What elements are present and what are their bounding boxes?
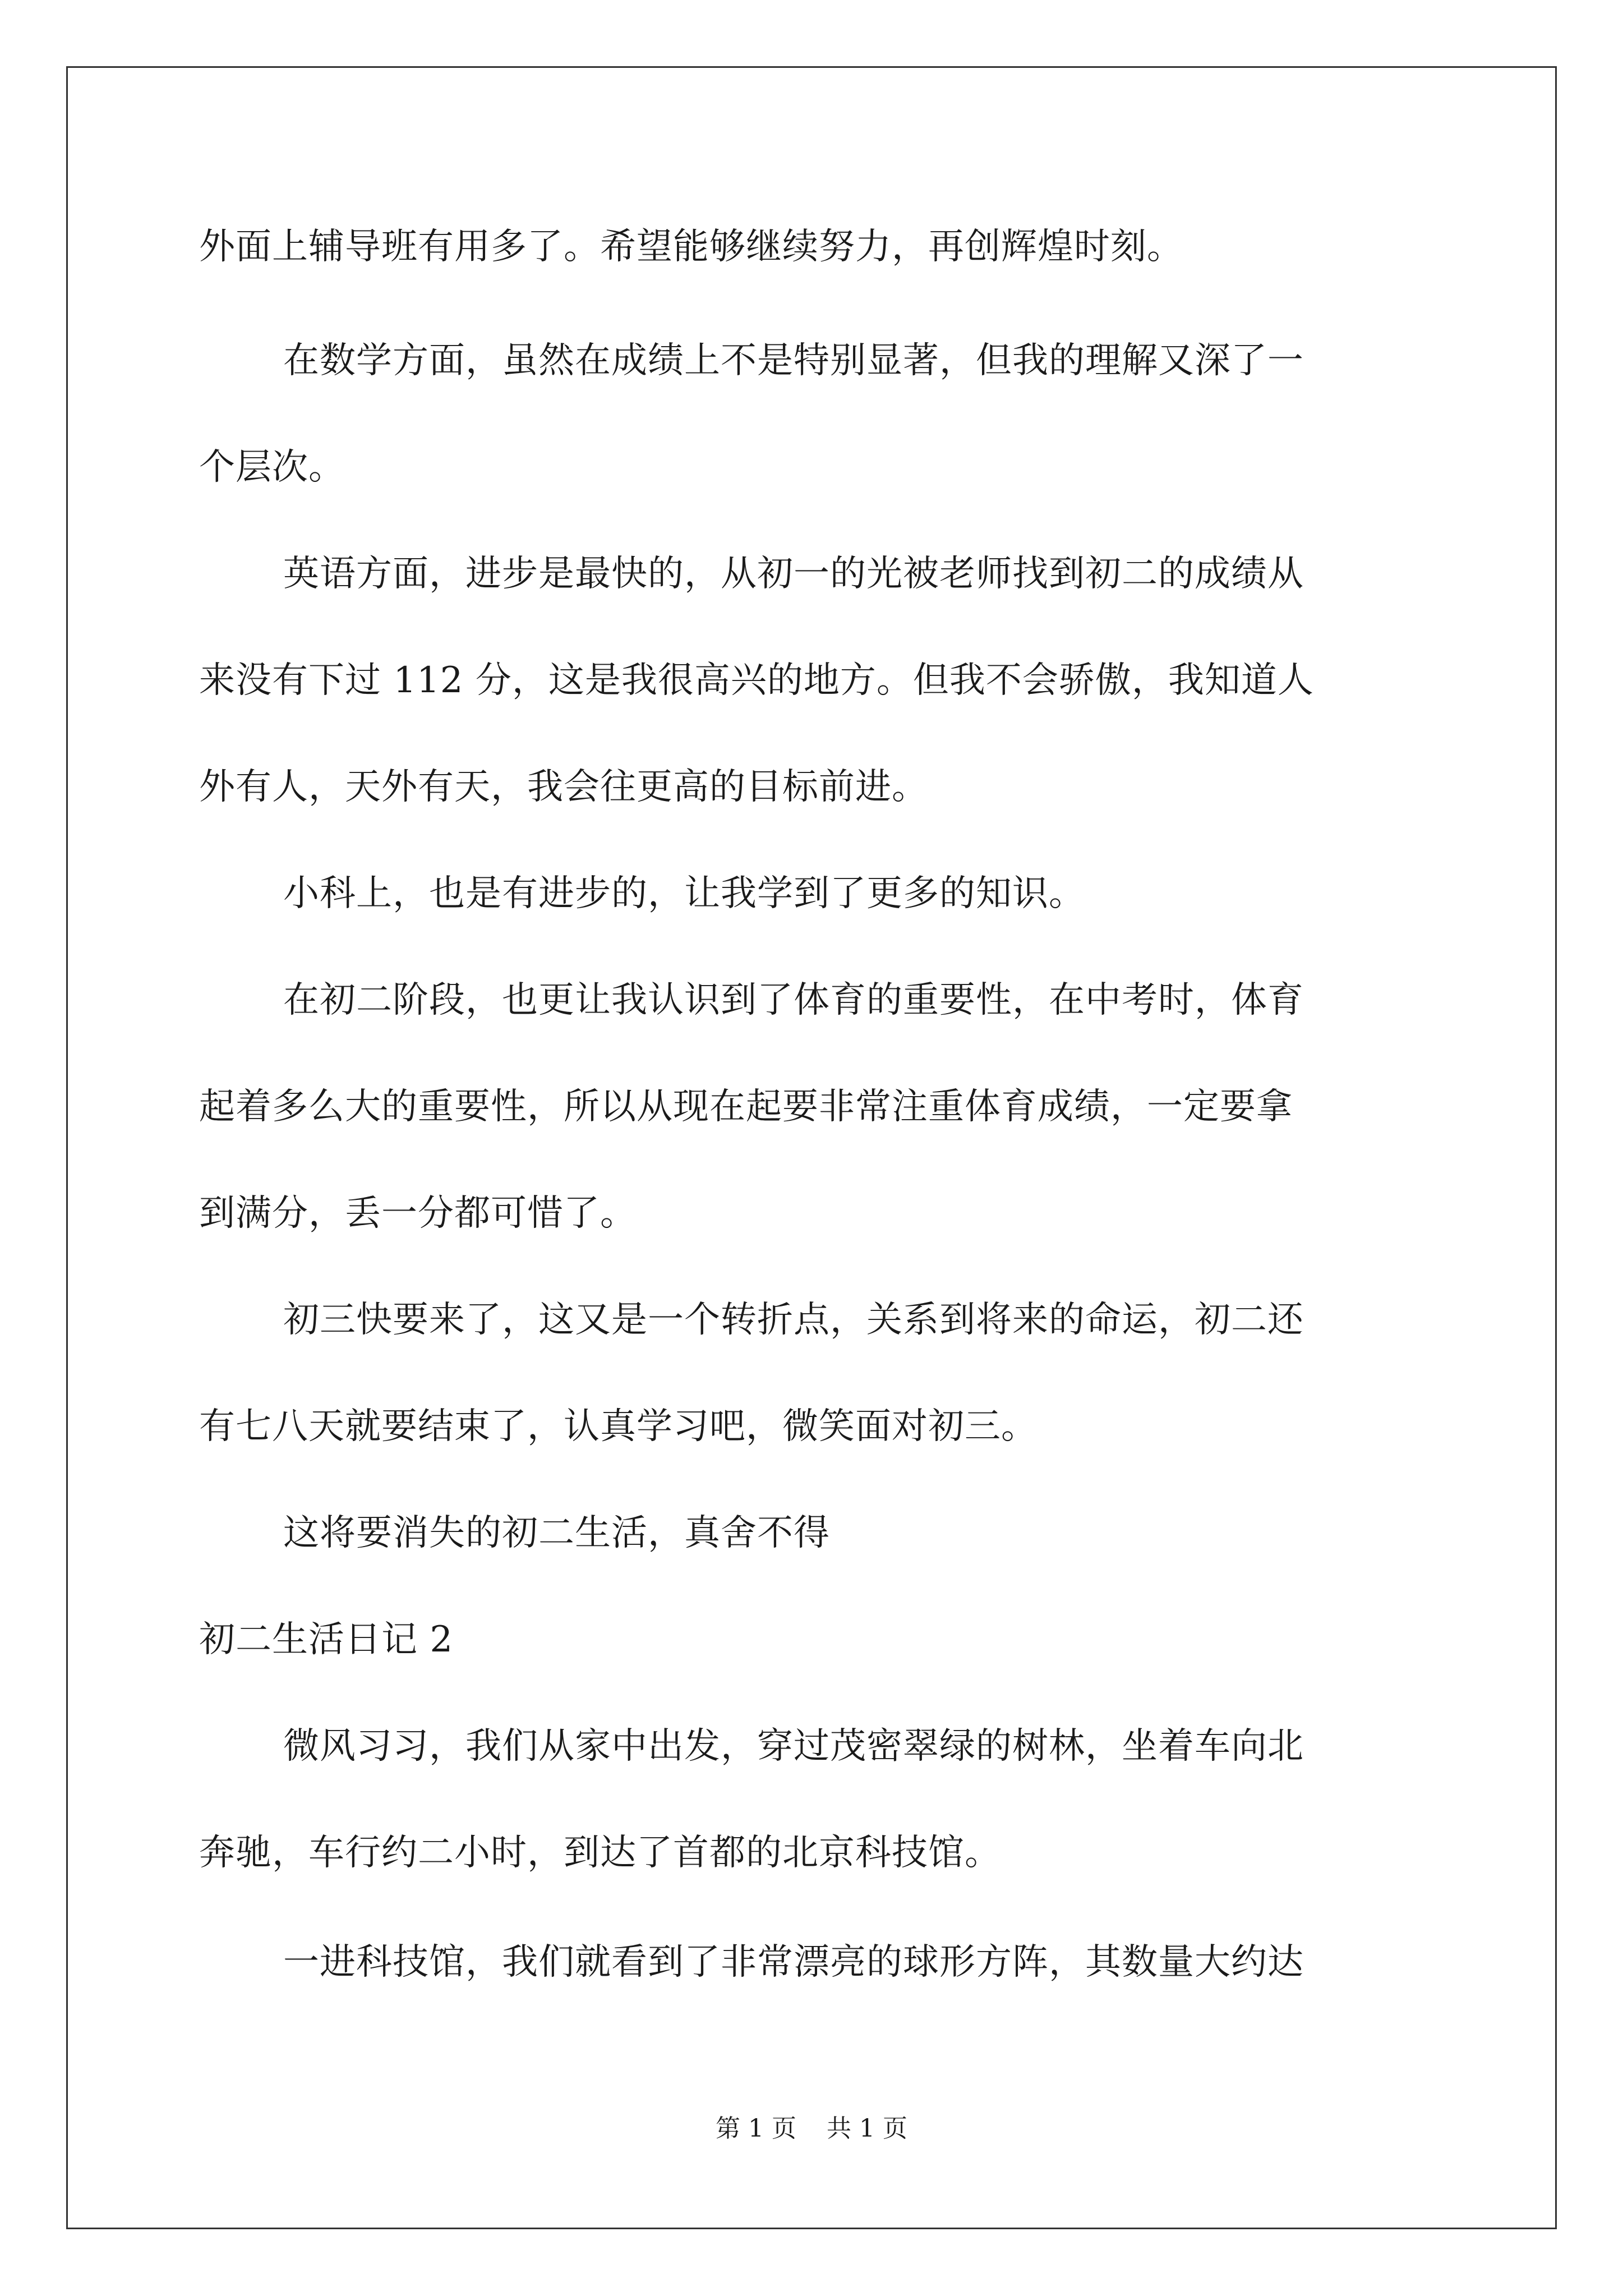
paragraph-line: 初三快要来了，这又是一个转折点，关系到将来的命运，初二还 <box>283 1299 1304 1341</box>
paragraph-line: 到满分，丢一分都可惜了。 <box>199 1193 637 1234</box>
page-border <box>66 66 1557 2229</box>
paragraph-line: 有七八天就要结束了，认真学习吧，微笑面对初三。 <box>199 1406 1038 1447</box>
paragraph-line: 奔驰，车行约二小时，到达了首都的北京科技馆。 <box>199 1832 1001 1874</box>
paragraph-line: 来没有下过 112 分，这是我很高兴的地方。但我不会骄傲，我知道人 <box>199 660 1314 701</box>
paragraph-line: 个层次。 <box>199 447 345 488</box>
page-number: 第 1 页 <box>716 2114 796 2143</box>
paragraph-line: 起着多么大的重要性，所以从现在起要非常注重体育成绩，一定要拿 <box>199 1086 1293 1128</box>
paragraph-line: 英语方面，进步是最快的，从初一的光被老师找到初二的成绩从 <box>283 553 1304 595</box>
paragraph-line: 在初二阶段，也更让我认识到了体育的重要性，在中考时，体育 <box>283 979 1304 1021</box>
paragraph-line: 小科上，也是有进步的，让我学到了更多的知识。 <box>283 873 1085 914</box>
paragraph-line: 一进科技馆，我们就看到了非常漂亮的球形方阵，其数量大约达 <box>283 1941 1304 1983</box>
paragraph-line: 微风习习，我们从家中出发，穿过茂密翠绿的树林，坐着车向北 <box>283 1726 1304 1767</box>
paragraph-line: 在数学方面，虽然在成绩上不是特别显著，但我的理解又深了一 <box>283 340 1304 381</box>
paragraph-line: 外面上辅导班有用多了。希望能够继续努力，再创辉煌时刻。 <box>199 226 1183 268</box>
page-total: 共 1 页 <box>827 2114 907 2143</box>
page-footer <box>0 2115 1623 2143</box>
paragraph-line: 这将要消失的初二生活，真舍不得 <box>283 1512 830 1554</box>
section-heading: 初二生活日记 2 <box>199 1619 454 1660</box>
paragraph-line: 外有人，天外有天，我会往更高的目标前进。 <box>199 766 928 808</box>
